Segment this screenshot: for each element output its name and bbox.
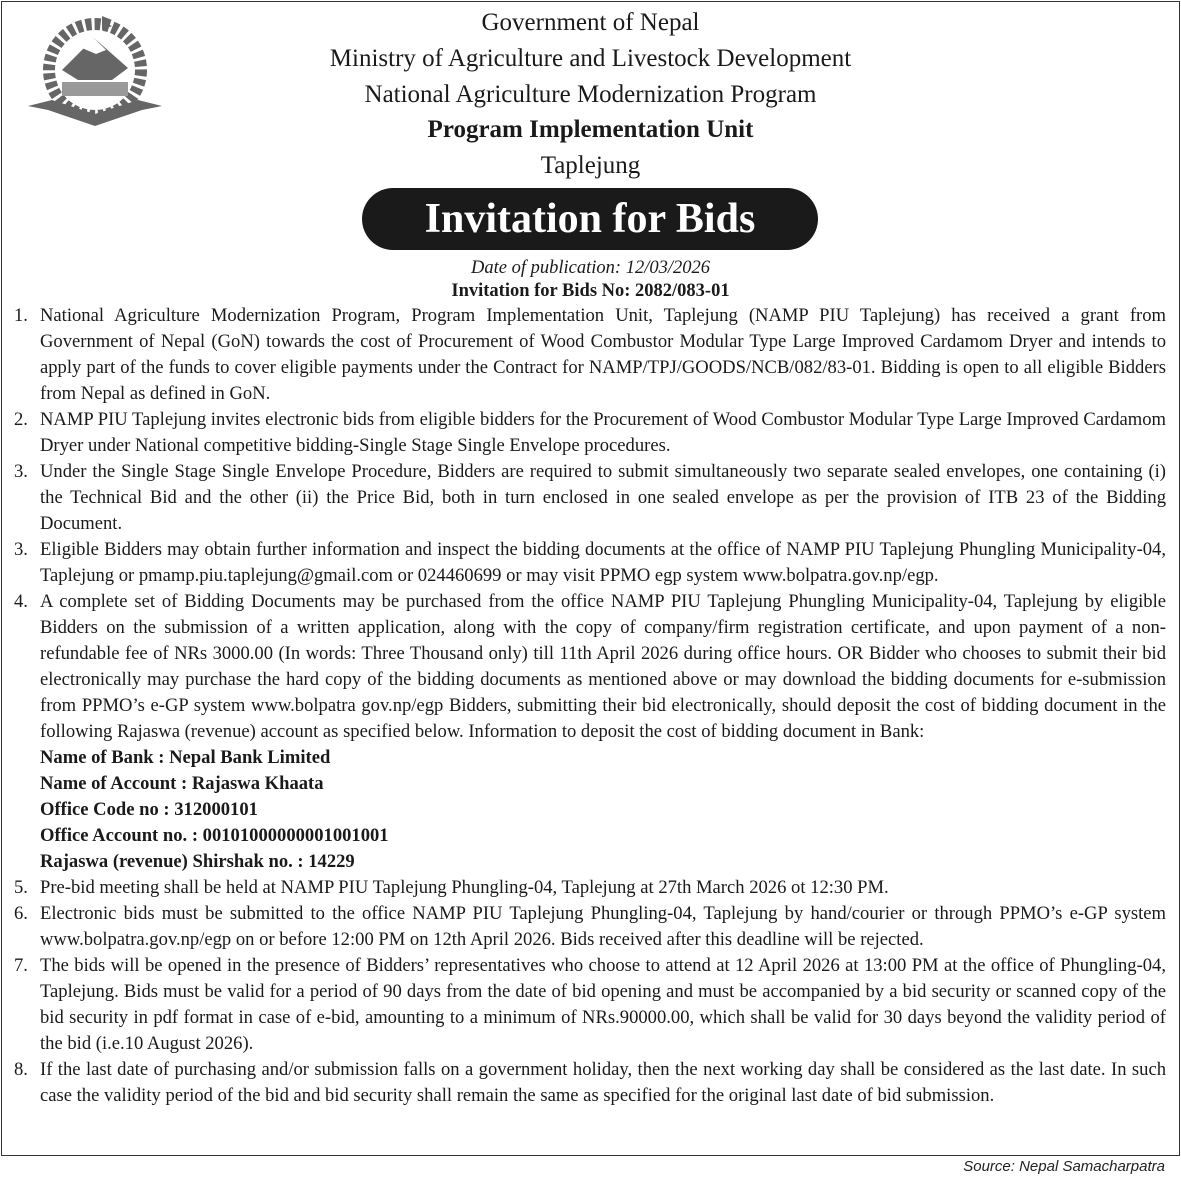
header-ministry: Ministry of Agriculture and Livestock Development — [329, 45, 852, 72]
clause-text: Electronic bids must be submitted to the office NAMP PIU Taplejung Phungling-04, Taplejung by hand/courier or through PPMO’s e-GP system www.bolpatra.gov.np/egp on or before 12:00 PM on 12th April 2026. Bids received after this deadline will be rejected. — [40, 903, 1166, 950]
clause — [14, 459, 1166, 537]
notice-body — [14, 303, 1166, 1109]
revenue-heading-number: Rajaswa (revenue) Shirshak no. : 14229 — [40, 851, 355, 872]
clause-text: If the last date of purchasing and/or submission falls on a government holiday, then the next working day shall be considered as the last date. In such case the validity period of the bid and bid security shall remain the same as specified for the original last date of bid submission. — [40, 1059, 1166, 1106]
clause-number: 8. — [14, 1059, 28, 1080]
office-account-number: Office Account no. : 00101000000001001001 — [40, 825, 389, 846]
notice-title: Invitation for Bids — [362, 188, 818, 250]
publication-date: Date of publication: 12/03/2026 — [471, 258, 710, 278]
source-credit: Source: Nepal Samacharpatra — [963, 1158, 1165, 1175]
clause — [14, 407, 1166, 459]
clause — [14, 589, 1166, 745]
clause-number: 6. — [14, 903, 28, 924]
account-name: Name of Account : Rajaswa Khaata — [40, 773, 324, 794]
clause — [14, 303, 1166, 407]
clause — [14, 901, 1166, 953]
clause-number: 7. — [14, 955, 28, 976]
clause-number: 1. — [14, 305, 28, 326]
bid-number: Invitation for Bids No: 2082/083-01 — [451, 281, 730, 301]
clause — [14, 537, 1166, 589]
clause-text: Under the Single Stage Single Envelope Procedure, Bidders are required to submit simultaneously two separate sealed envelopes, one containing (i) the Technical Bid and the other (ii) the Price Bid, both in turn enclosed in one sealed envelope as per the provision of ITB 23 of the Bidding Document. — [40, 461, 1166, 534]
clause-text: Pre-bid meeting shall be held at NAMP PIU Taplejung Phungling-04, Taplejung at 27th March 2026 ot 12:30 PM. — [40, 877, 889, 898]
clause — [14, 1057, 1166, 1109]
clause-text: NAMP PIU Taplejung invites electronic bids from eligible bidders for the Procurement of Wood Combustor Modular Type Large Improved Cardamom Dryer under National competitive bidding-Single Stage Single Envelope procedures. — [40, 409, 1166, 456]
bank-name: Name of Bank : Nepal Bank Limited — [40, 747, 331, 768]
clause-text: National Agriculture Modernization Program, Program Implementation Unit, Taplejung (NAMP PIU Taplejung) has received a grant from Government of Nepal (GoN) towards the cost of Procurement of Wood Combustor Modular Type Large Improved Cardamom Dryer and intends to apply part of the funds to cover eligible payments under the Contract for NAMP/TPJ/GOODS/NCB/082/83-01. Bidding is open to all eligible Bidders from Nepal as defined in GoN. — [40, 305, 1166, 404]
clause-number: 2. — [14, 409, 28, 430]
clause-number: 5. — [14, 877, 28, 898]
clause-number: 4. — [14, 591, 28, 612]
clause-text: Eligible Bidders may obtain further information and inspect the bidding documents at the office of NAMP PIU Taplejung Phungling Municipality-04, Taplejung or pmamp.piu.taplejung@gmail.com or 024460699 or may visit PPMO egp system www.bolpatra.gov.np/egp. — [40, 539, 1166, 586]
office-code: Office Code no : 312000101 — [40, 799, 258, 820]
header-location: Taplejung — [540, 152, 641, 179]
clause-number: 3. — [14, 539, 28, 560]
clause-number: 3. — [14, 461, 28, 482]
clause — [14, 953, 1166, 1057]
clause-text: The bids will be opened in the presence of Bidders’ representatives who choose to attend at 12 April 2026 at 13:00 PM at the office of Phungling-04, Taplejung. Bids must be valid for a period of 90 days from the date of bid opening and must be accompanied by a bid security or scanned copy of the bid security in pdf format in case of e-bid, amounting to a minimum of NRs.90000.00, which shall be valid for 30 days beyond the validity period of the bid (i.e.10 August 2026). — [40, 955, 1166, 1054]
header-unit: Program Implementation Unit — [427, 116, 754, 143]
clause — [14, 875, 1166, 901]
header-government: Government of Nepal — [481, 9, 700, 36]
clause-text: A complete set of Bidding Documents may be purchased from the office NAMP PIU Taplejung Phungling Municipality-04, Taplejung by eligible Bidders on the submission of a written application, along with the copy of company/firm registration certificate, and upon payment of a non-refundable fee of NRs 3000.00 (In words: Three Thousand only) till 11th April 2026 during office hours. OR Bidder who chooses to submit their bid electronically may purchase the hard copy of the bidding documents as mentioned above or may download the bidding documents for e-submission from PPMO’s e-GP system www.bolpatra gov.np/egp Bidders, submitting their bid electronically, should deposit the cost of bidding document in the following Rajaswa (revenue) account as specified below. Information to deposit the cost of bidding document in Bank: — [40, 591, 1166, 742]
header-program: National Agriculture Modernization Program — [364, 81, 817, 108]
